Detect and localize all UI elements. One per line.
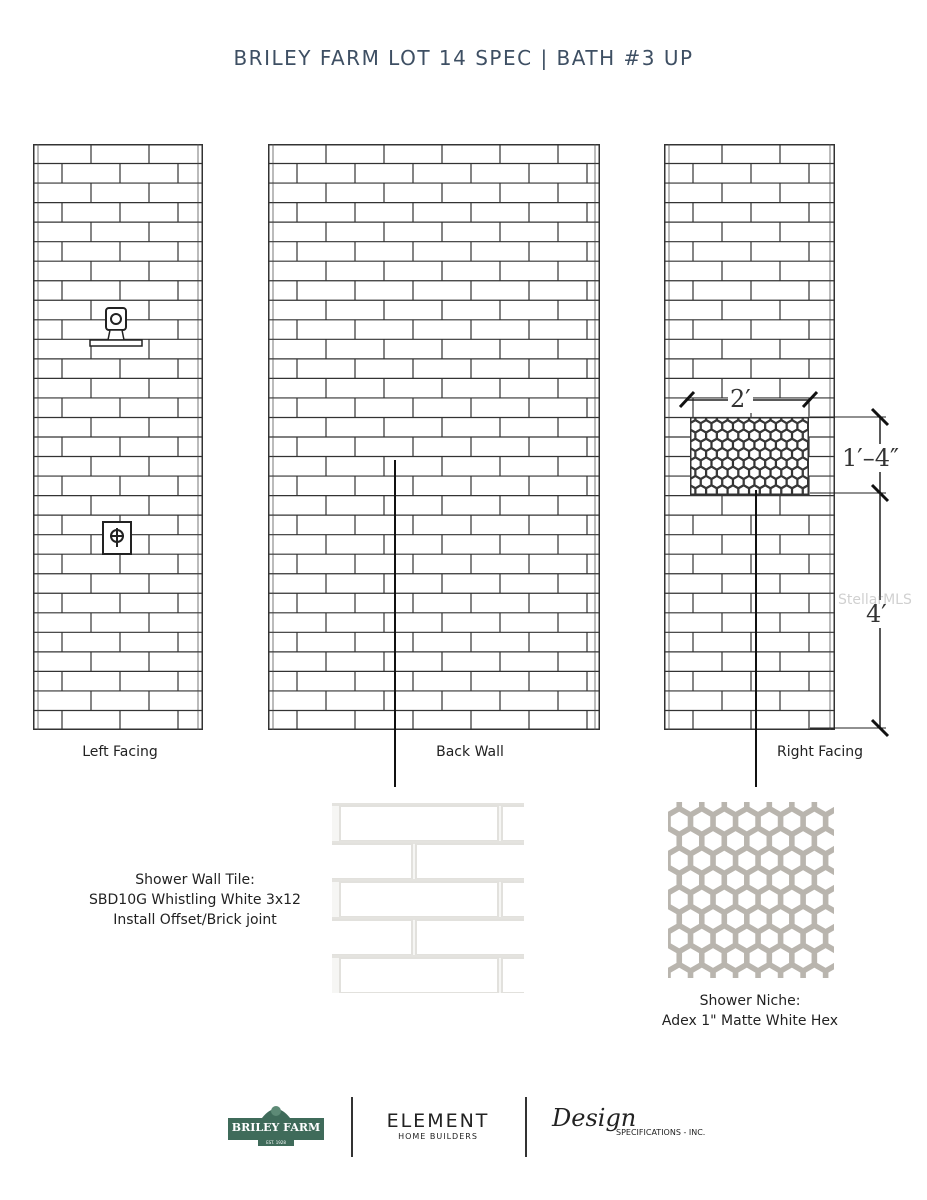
page-title: BRILEY FARM LOT 14 SPEC | BATH #3 UP — [233, 46, 694, 70]
hex-tile — [714, 888, 734, 911]
design-logo-script: Design — [552, 1104, 637, 1132]
back-wall — [268, 144, 600, 730]
wall-tile-caption-line2: SBD10G Whistling White 3x12 — [89, 892, 301, 908]
hex-tile — [714, 849, 734, 872]
hex-tile — [782, 927, 802, 950]
hex-tile — [793, 830, 813, 853]
hex-tile — [669, 810, 689, 833]
briley-farm-logo — [228, 1100, 324, 1146]
hex-tile — [771, 947, 791, 970]
niche-tile-swatch — [668, 802, 834, 978]
hex-tile — [737, 849, 757, 872]
hex-tile — [703, 869, 723, 892]
wall-tile-caption-line1: Shower Wall Tile: — [135, 872, 255, 888]
hex-tile — [737, 810, 757, 833]
hex-tile — [793, 869, 813, 892]
briley-farm-est: EST. 1928 — [266, 1140, 286, 1145]
wall-tile-caption — [60, 870, 330, 930]
swatch-tile — [332, 920, 412, 955]
element-logo-sub: HOME BUILDERS — [398, 1132, 478, 1141]
hex-tile — [681, 869, 701, 892]
element-logo — [372, 1110, 504, 1141]
hex-tile — [816, 908, 834, 931]
swatch-tile — [340, 882, 498, 917]
hex-tile — [759, 927, 779, 950]
niche-tile-caption-line2: Adex 1" Matte White Hex — [661, 1013, 839, 1029]
niche-tile-caption-line1: Shower Niche: — [699, 993, 801, 1009]
niche-height-dimension: 1′–4″ — [842, 444, 899, 472]
hex-tile — [804, 810, 824, 833]
dimension-lines — [676, 380, 926, 742]
hex-tile — [726, 947, 746, 970]
hex-tile — [692, 927, 712, 950]
hex-tile — [669, 927, 689, 950]
swatch-tile — [416, 844, 524, 879]
watermark: StellarMLS — [838, 592, 912, 608]
hex-tile — [726, 869, 746, 892]
hex-tile — [759, 849, 779, 872]
hex-tile — [782, 849, 802, 872]
hex-tile — [771, 908, 791, 931]
hex-tile — [714, 927, 734, 950]
logo-divider — [351, 1097, 353, 1157]
hex-tile — [669, 888, 689, 911]
back-wall-tile-grid — [268, 144, 600, 730]
hex-tile — [692, 849, 712, 872]
hex-tile — [782, 888, 802, 911]
hex-tile — [703, 908, 723, 931]
logo-divider — [525, 1097, 527, 1157]
hex-tile — [782, 810, 802, 833]
swatch-tile — [502, 882, 524, 917]
hex-tile — [748, 947, 768, 970]
hex-tile — [726, 908, 746, 931]
hex-tile — [748, 869, 768, 892]
hex-tile — [759, 888, 779, 911]
left-facing-label: Left Facing — [82, 744, 158, 760]
element-logo-name: ELEMENT — [386, 1110, 490, 1132]
back-wall-label: Back Wall — [436, 744, 504, 760]
swatch-tile — [502, 958, 524, 993]
shower-valve-icon — [101, 520, 133, 556]
niche-from-floor-dimension: 4′ — [866, 600, 887, 628]
hex-tile — [804, 849, 824, 872]
hex-tile — [759, 810, 779, 833]
hex-tile — [804, 927, 824, 950]
hex-tile — [816, 869, 834, 892]
hex-tile — [737, 927, 757, 950]
design-logo-sub: SPECIFICATIONS - INC. — [616, 1128, 706, 1137]
hex-tile — [669, 849, 689, 872]
hex-tile — [771, 830, 791, 853]
hex-tile — [681, 830, 701, 853]
briley-farm-name: BRILEY FARM — [231, 1121, 321, 1134]
left-wall-tile-grid — [33, 144, 203, 730]
wall-tile-swatch — [332, 803, 524, 993]
hex-tile — [816, 947, 834, 970]
hex-tile — [681, 947, 701, 970]
hex-tile — [714, 810, 734, 833]
hex-tile — [703, 830, 723, 853]
niche-width-dimension: 2′ — [730, 385, 751, 413]
wall-tile-caption-line3: Install Offset/Brick joint — [113, 912, 277, 928]
hex-tile — [804, 888, 824, 911]
shower-head-icon — [88, 306, 144, 352]
hex-tile — [737, 888, 757, 911]
back-wall-leader-line — [394, 460, 396, 787]
hex-tile — [748, 830, 768, 853]
hex-tile — [748, 908, 768, 931]
right-facing-label: Right Facing — [776, 744, 863, 760]
hex-tile — [703, 947, 723, 970]
hex-tile — [681, 908, 701, 931]
hex-tile — [692, 888, 712, 911]
design-specifications-logo — [552, 1104, 722, 1144]
hex-tile — [771, 869, 791, 892]
swatch-tile — [340, 806, 498, 841]
swatch-tile — [416, 920, 524, 955]
left-facing-wall — [33, 144, 203, 730]
hex-tile — [816, 830, 834, 853]
swatch-tile — [502, 806, 524, 841]
hex-tile — [793, 947, 813, 970]
niche-tile-caption — [630, 991, 870, 1031]
hex-tile — [692, 810, 712, 833]
hex-tile — [726, 830, 746, 853]
hex-tile — [793, 908, 813, 931]
swatch-tile — [340, 958, 498, 993]
swatch-tile — [332, 844, 412, 879]
